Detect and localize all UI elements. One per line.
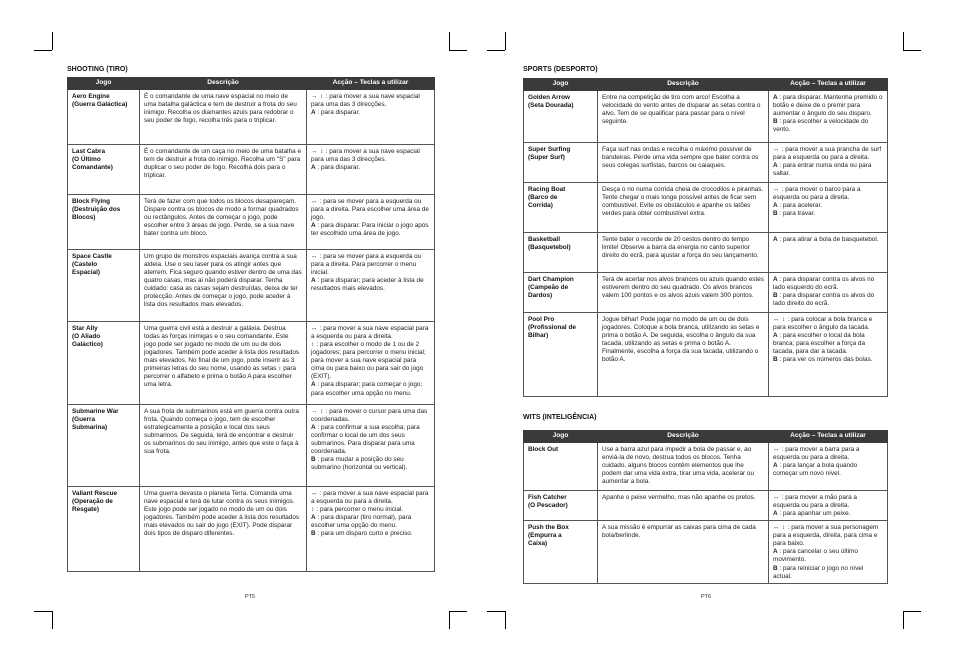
arrow-keys-icon: ↔ bbox=[773, 186, 780, 193]
key-instruction bbox=[311, 164, 430, 172]
game-name-line: (Profissional de bbox=[528, 324, 576, 332]
key-instruction bbox=[773, 565, 883, 581]
arrow-keys-icon: ↔ ↕ bbox=[773, 524, 786, 532]
game-keys-cell bbox=[307, 322, 435, 405]
key-instruction bbox=[773, 510, 883, 518]
button-key-label: A bbox=[773, 202, 778, 210]
crop-mark bbox=[505, 611, 506, 629]
key-instruction bbox=[311, 341, 430, 381]
button-key-label: A bbox=[311, 277, 316, 285]
crop-mark bbox=[449, 611, 467, 612]
key-action-text: : para percorrer o menu inicial. bbox=[316, 506, 404, 514]
game-keys-cell bbox=[769, 183, 888, 233]
button-key-label: A bbox=[773, 236, 778, 243]
key-instruction bbox=[773, 276, 883, 292]
key-instruction bbox=[311, 530, 430, 538]
game-name-line: Racing Boat bbox=[528, 186, 566, 193]
key-instruction bbox=[773, 118, 883, 134]
arrow-keys-icon: → ↕ bbox=[311, 93, 324, 100]
game-name-line: Comandante) bbox=[72, 164, 113, 172]
key-instruction bbox=[773, 332, 883, 356]
game-name-line: Super Surfing bbox=[528, 146, 571, 153]
game-name-line: Star Ally bbox=[72, 325, 98, 332]
table-row bbox=[524, 183, 888, 233]
game-keys-cell bbox=[769, 143, 888, 183]
key-action-text: : para disparar (tiro normal), para escolher uma opção do menu. bbox=[311, 514, 412, 530]
key-instruction bbox=[773, 202, 883, 210]
button-key-label: A bbox=[311, 164, 316, 172]
game-description-cell bbox=[140, 195, 307, 250]
table-row bbox=[524, 91, 888, 143]
button-key-label: A bbox=[773, 548, 778, 556]
button-key-label: A bbox=[773, 276, 778, 283]
game-keys-cell bbox=[769, 273, 888, 313]
key-action-text: : para mover o barco para a esquerda ou para a direita. bbox=[773, 186, 861, 202]
key-instruction bbox=[311, 93, 430, 109]
table-row bbox=[68, 487, 435, 572]
button-key-label: B bbox=[773, 118, 778, 126]
key-instruction bbox=[311, 490, 430, 506]
game-description: É o comandante de uma nave espacial no meio de uma batalha galáctica e tem de destruir a frota do seu inimigo. Recolha os diamantes azuis para redobrar o seu poder de fogo, recolha três para o triplicar. bbox=[144, 93, 297, 125]
arrow-keys-icon: ↔ bbox=[773, 494, 780, 501]
key-action-text: : para um disparo curto e preciso. bbox=[317, 530, 413, 538]
game-keys-cell bbox=[769, 521, 888, 583]
game-description-cell bbox=[598, 143, 769, 183]
game-name-cell bbox=[524, 521, 598, 583]
game-name-cell bbox=[68, 145, 140, 195]
crop-mark bbox=[449, 611, 450, 629]
key-action-text: : para apanhar um peixe. bbox=[779, 510, 851, 518]
key-instruction bbox=[311, 325, 430, 341]
key-action-text: : para mover a sua nave espacial para a esquerda ou para a direita. bbox=[311, 490, 429, 506]
crop-mark bbox=[903, 32, 904, 50]
game-description-cell bbox=[140, 405, 307, 487]
key-action-text: : para mudar a posição do seu submarino (horizontal ou vertical). bbox=[311, 456, 408, 472]
key-action-text: : para escolher a velocidade do vento. bbox=[773, 118, 869, 134]
column-header-keys: Acção – Teclas a utilizar bbox=[769, 79, 888, 91]
game-name-line: Block Flying bbox=[72, 198, 110, 205]
table-row bbox=[68, 250, 435, 322]
key-action-text: : para disparar. bbox=[317, 109, 361, 117]
page-number: PT6 bbox=[701, 594, 712, 600]
game-name-line: Aero Engine bbox=[72, 93, 110, 100]
game-description-cell bbox=[598, 521, 769, 583]
game-name-line: (Super Surf) bbox=[528, 154, 565, 162]
game-name-line: (Guerra Galáctica) bbox=[72, 101, 128, 109]
crop-mark bbox=[449, 50, 467, 51]
game-name-line: Corrida) bbox=[528, 202, 553, 210]
game-description: Terá de acertar nos alvos brancos ou azuis quando estes estiverem dentro do seu quadrado. Os alvos brancos valem 100 pontos e os alvos azuis valem 300 pontos. bbox=[602, 276, 764, 300]
game-name-cell bbox=[524, 273, 598, 313]
game-name-cell bbox=[68, 195, 140, 250]
game-name-line: Basketball bbox=[528, 236, 560, 243]
game-name-line: Pool Pro bbox=[528, 316, 555, 323]
key-instruction bbox=[773, 236, 883, 244]
game-keys-cell bbox=[307, 195, 435, 250]
game-description: Jogue bilhar! Pode jogar no modo de um ou de dois jogadores. Coloque a bola branca, utilizando as setas e prima o botão A. De seguida, escolha o ângulo da sua tacada, utilizando as setas e prima o botão A. Finalmente, escolha a força da sua tacada, utilizando o botão A. bbox=[602, 316, 760, 364]
button-key-label: A bbox=[773, 510, 778, 518]
game-name-line: Resgate) bbox=[72, 506, 99, 514]
key-action-text: : para mover a sua nave espacial para uma das 3 direcções. bbox=[311, 93, 420, 109]
key-action-text: : para ver os números das bolas. bbox=[779, 356, 873, 364]
crop-mark bbox=[487, 611, 505, 612]
key-instruction bbox=[773, 146, 883, 162]
game-description-cell bbox=[598, 491, 769, 521]
game-name-line: Galáctico) bbox=[72, 341, 103, 349]
game-description: É o comandante de um caça no meio de uma batalha e tem de destruir a frota do inimigo. Recolha um "S" para duplicar o seu poder de fogo. Recolha dois para o triplicar. bbox=[144, 148, 302, 180]
game-name-cell bbox=[68, 487, 140, 572]
key-instruction bbox=[311, 109, 430, 117]
button-key-label: B bbox=[311, 530, 316, 538]
game-name-cell bbox=[524, 313, 598, 397]
key-instruction bbox=[311, 222, 430, 238]
game-name-cell bbox=[524, 443, 598, 491]
game-keys-cell bbox=[307, 90, 435, 145]
arrow-keys-icon: ↕ bbox=[311, 341, 315, 349]
game-name-line: Espacial) bbox=[72, 269, 101, 277]
section-title-shooting: SHOOTING (TIRO) bbox=[67, 66, 128, 73]
key-action-text: : para mover a sua personagem para a esquerda, direita, para cima e para baixo. bbox=[773, 524, 879, 548]
game-keys-cell bbox=[307, 250, 435, 322]
arrow-keys-icon: ↔ bbox=[311, 198, 318, 205]
key-instruction bbox=[311, 198, 430, 222]
game-description-cell bbox=[598, 443, 769, 491]
key-action-text: : para escolher o local da bola branca; para escolher a força da tacada, para dar a tacada. bbox=[773, 332, 866, 356]
game-keys-cell bbox=[769, 313, 888, 397]
table-row bbox=[524, 233, 888, 273]
table-row bbox=[68, 145, 435, 195]
column-header-description: Descrição bbox=[140, 78, 307, 90]
key-action-text: : para atirar a bola de basquetebol. bbox=[779, 236, 879, 243]
sports-games-body bbox=[524, 91, 888, 397]
key-action-text: : para escolher o modo de 1 ou de 2 jogadores; para percorrer o menu inicial; para mover a sua nave espacial para cima ou para baixo ou para sair do jogo (EXIT). bbox=[311, 341, 426, 381]
game-name-line: (O Aliado bbox=[72, 333, 101, 341]
game-description-cell bbox=[598, 91, 769, 143]
crop-mark bbox=[487, 50, 505, 51]
game-description: Use a barra azul para impedir a bola de passar e, ao enviá-la de novo, destrua todos os blocos. Tenha cuidado, alguns blocos contêm elementos que lhe podem dar uma vida extra, tirar uma vida, acelerar ou aumentar a bola. bbox=[602, 446, 755, 486]
game-name-line: (Castelo bbox=[72, 261, 98, 269]
table-row bbox=[68, 405, 435, 487]
key-instruction bbox=[773, 292, 883, 308]
button-key-label: B bbox=[773, 292, 778, 300]
table-row bbox=[524, 521, 888, 583]
crop-mark bbox=[34, 611, 52, 612]
game-description-cell bbox=[598, 233, 769, 273]
game-name-line: Golden Arrow bbox=[528, 94, 571, 101]
key-action-text: : para disparar. Mantenha premido o botão e deixe de o premir para aumentar o ângulo do seu disparo. bbox=[773, 94, 883, 118]
crop-mark bbox=[52, 32, 53, 50]
game-description: Desça o rio numa corrida cheia de crocodilos e piranhas. Tente chegar o mais longe possível antes de ficar sem combustível. Evite os obstáculos e apanhe os latões verdes para obter combustível extra. bbox=[602, 186, 764, 218]
sports-games-table bbox=[523, 78, 888, 397]
game-name-cell bbox=[524, 233, 598, 273]
arrow-keys-icon: ↔ bbox=[773, 446, 780, 453]
key-action-text: : para cancelar o seu último movimento. bbox=[773, 548, 858, 564]
game-description: Um grupo de monstros espaciais avança contra a sua aldeia. Use o seu laser para os atingir antes que aterrem. Fica seguro quando estiver dentro de uma das quatro casas, mas ai não poderá disparar. Tenha cuidado: casa as casas sejam destruídas, deixa de ter protecção. Antes de começar o jogo, pode aceder à lista dos resultados mais elevados. bbox=[144, 253, 302, 309]
key-instruction bbox=[311, 277, 430, 293]
key-instruction bbox=[311, 408, 430, 424]
key-action-text: : para mover a sua nave espacial para uma das 3 direcções. bbox=[311, 148, 420, 164]
game-description: Terá de fazer com que todos os blocos desapareçam. Dispare contra os blocos de modo a formar quadrados ou rectângulos. Antes de começar o jogo, pode escolher entre 3 áreas de jogo. Perde, se a sua nave bater contra um bloco. bbox=[144, 198, 299, 238]
key-action-text: : para disparar. Para iniciar o jogo após ter escolhido uma área de jogo. bbox=[311, 222, 429, 238]
game-description-cell bbox=[140, 145, 307, 195]
game-keys-cell bbox=[307, 145, 435, 195]
button-key-label: A bbox=[311, 222, 316, 230]
game-name-line: Blocos) bbox=[72, 214, 96, 222]
arrow-keys-icon: ↔ bbox=[311, 490, 318, 497]
game-keys-cell bbox=[769, 233, 888, 273]
key-action-text: : para colocar a bola branca e para escolher o ângulo da tacada. bbox=[773, 316, 873, 332]
game-keys-cell bbox=[769, 491, 888, 521]
button-key-label: A bbox=[773, 462, 778, 470]
section-title-wits: WITS (INTELIGÊNCIA) bbox=[523, 414, 597, 421]
key-instruction bbox=[773, 94, 883, 118]
key-instruction bbox=[311, 514, 430, 530]
game-name-cell bbox=[68, 250, 140, 322]
column-header-game: Jogo bbox=[68, 78, 140, 90]
game-description: Faça surf nas ondas e recolha o máximo possível de bandeiras. Perde uma vida sempre que bater contra os seus colegas surfistas, barcos ou caiaques. bbox=[602, 146, 759, 170]
key-action-text: : para mover a sua prancha de surf para a esquerda ou para a direita. bbox=[773, 146, 882, 162]
game-keys-cell bbox=[307, 405, 435, 487]
button-key-label: B bbox=[311, 456, 316, 464]
game-name-line: (Operação de bbox=[72, 498, 113, 506]
button-key-label: A bbox=[311, 514, 316, 522]
game-name-cell bbox=[68, 90, 140, 145]
game-name-line: (Guerra bbox=[72, 416, 96, 424]
arrow-keys-icon: ↔ bbox=[311, 325, 318, 332]
table-row bbox=[524, 491, 888, 521]
game-name-line: Push the Box bbox=[528, 524, 569, 532]
key-instruction bbox=[773, 462, 883, 478]
game-description: Uma guerra civil está a destruir a galáxia. Destrua todas as forças inimigas e o seu comandante. Este jogo pode ser jogado no modo de um ou de dois jogadores. Também pode aceder à lista dos resultados mais elevados. No final de um jogo, pode inserir as 3 primeiras letras do seu nome, usando as setas ↕ para percorrer o alfabeto e prima o botão A para escolher uma letra. bbox=[144, 325, 300, 389]
button-key-label: A bbox=[311, 424, 316, 432]
game-description: A sua frota de submarinos está em guerra contra outra frota. Quando começa o jogo, tem de escolher estrategicamente a posição e local dos seus submarinos. De seguida, terá de encontrar e destruir os submarinos do seu inimigo, antes que este o faça à sua frota. bbox=[144, 408, 299, 456]
key-instruction bbox=[311, 148, 430, 164]
key-action-text: : para acelerar. bbox=[779, 202, 823, 210]
column-header-keys: Acção – Teclas a utilizar bbox=[769, 431, 888, 443]
game-description-cell bbox=[140, 250, 307, 322]
key-instruction bbox=[311, 381, 430, 397]
table-row bbox=[524, 443, 888, 491]
key-action-text: : para se mover para a esquerda ou para a direita. Para percorrer o menu inicial. bbox=[311, 253, 422, 277]
game-description-cell bbox=[598, 183, 769, 233]
table-row bbox=[68, 90, 435, 145]
key-instruction bbox=[773, 524, 883, 548]
key-action-text: : para confirmar a sua escolha; para confirmar o local de um dos seus submarinos. Para disparar para uma coordenada. bbox=[311, 424, 420, 456]
game-name-line: Last Cabra bbox=[72, 148, 106, 155]
crop-mark bbox=[903, 611, 904, 629]
button-key-label: B bbox=[773, 356, 778, 364]
game-name-line: Dart Champion bbox=[528, 276, 574, 283]
crop-mark bbox=[449, 32, 450, 50]
game-description: A sua missão é empurrar as caixas para cima de cada bola/berlinde. bbox=[602, 524, 756, 540]
key-instruction bbox=[311, 253, 430, 277]
button-key-label: B bbox=[773, 564, 778, 572]
arrow-keys-icon: ↔ bbox=[311, 253, 318, 260]
key-action-text: : para disparar; para começar o jogo; para escolher uma opção no menu. bbox=[311, 381, 423, 397]
column-header-keys: Acção – Teclas a utilizar bbox=[307, 78, 435, 90]
column-header-game: Jogo bbox=[524, 79, 598, 91]
game-name-cell bbox=[68, 405, 140, 487]
key-instruction bbox=[773, 210, 883, 218]
wits-games-table bbox=[523, 430, 888, 584]
column-header-description: Descrição bbox=[598, 431, 769, 443]
key-instruction bbox=[773, 316, 883, 332]
arrow-keys-icon: ↔ ↕ bbox=[773, 316, 786, 323]
game-description: Entre na competição de tiro com arco! Escolha a velocidade do vento antes de disparar as setas contra o alvo. Tem de se qualificar para passar para o nível seguinte. bbox=[602, 94, 761, 126]
crop-mark bbox=[34, 50, 52, 51]
button-key-label: A bbox=[311, 109, 316, 117]
key-action-text: : para disparar contra os alvos do lado direito do ecrã. bbox=[773, 292, 875, 308]
button-key-label: A bbox=[773, 332, 778, 340]
key-action-text: : para disparar; para aceder à lista de resultados mais elevados. bbox=[311, 277, 424, 293]
game-keys-cell bbox=[307, 487, 435, 572]
key-action-text: : para disparar contra os alvos no lado esquerdo do ecrã. bbox=[773, 276, 875, 292]
key-action-text: : para mover a barra para a esquerda ou para a direita. bbox=[773, 446, 860, 462]
game-name-line: Valiant Rescue bbox=[72, 490, 118, 497]
section-title-sports: SPORTS (DESPORTO) bbox=[523, 66, 598, 73]
button-key-label: A bbox=[773, 162, 778, 170]
game-name-line: Bilhar) bbox=[528, 332, 549, 340]
key-instruction bbox=[311, 424, 430, 456]
column-header-description: Descrição bbox=[598, 79, 769, 91]
crop-mark bbox=[505, 32, 506, 50]
table-row bbox=[524, 273, 888, 313]
game-keys-cell bbox=[769, 443, 888, 491]
key-action-text: : para se mover para a esquerda ou para a direita. Para escolher uma área de jogo. bbox=[311, 198, 429, 222]
game-name-line: (Campeão de bbox=[528, 284, 569, 292]
game-name-cell bbox=[524, 91, 598, 143]
button-key-label: A bbox=[311, 381, 316, 389]
key-instruction bbox=[773, 162, 883, 178]
game-name-line: (O Pescador) bbox=[528, 502, 568, 510]
game-name-cell bbox=[524, 143, 598, 183]
key-instruction bbox=[773, 494, 883, 510]
game-description-cell bbox=[140, 487, 307, 572]
game-keys-cell bbox=[769, 91, 888, 143]
arrow-keys-icon: → ↕ bbox=[311, 148, 324, 155]
game-name-line: Caixa) bbox=[528, 540, 548, 548]
game-name-line: (O Último bbox=[72, 156, 101, 164]
key-action-text: : para mover o cursor para uma das coordenadas. bbox=[311, 408, 428, 424]
crop-mark bbox=[52, 611, 53, 629]
table-row bbox=[68, 195, 435, 250]
key-action-text: : para lançar a bola quando começar um novo nível. bbox=[773, 462, 858, 478]
game-name-cell bbox=[68, 322, 140, 405]
page-number: PT5 bbox=[245, 594, 256, 600]
game-name-line: (Seta Dourada) bbox=[528, 102, 574, 110]
column-header-game: Jogo bbox=[524, 431, 598, 443]
game-name-line: (Destruição dos bbox=[72, 206, 121, 214]
game-description-cell bbox=[140, 90, 307, 145]
button-key-label: B bbox=[773, 210, 778, 218]
game-description-cell bbox=[598, 273, 769, 313]
key-action-text: : para reiniciar o jogo no nível actual. bbox=[773, 564, 864, 580]
key-action-text: : para mover a mão para a esquerda ou para a direita. bbox=[773, 494, 857, 510]
game-name-line: Block Out bbox=[528, 446, 559, 453]
game-description: Uma guerra devasta o planeta Terra. Comanda uma nave espacial e terá de lutar contra os seus inimigos. Este jogo pode ser jogado no modo de um ou dois jogadores. Também pode aceder à lista dos resultados mais elevados ou sair do jogo (EXIT). Pode disparar dois tipos de disparo diferentes. bbox=[144, 490, 300, 538]
key-instruction bbox=[773, 186, 883, 202]
arrow-keys-icon: → ↕ bbox=[311, 408, 324, 415]
key-instruction bbox=[773, 356, 883, 364]
key-instruction bbox=[311, 456, 430, 472]
arrow-keys-icon: ↕ bbox=[311, 506, 315, 514]
arrow-keys-icon: ↔ bbox=[773, 146, 780, 153]
game-description-cell bbox=[598, 313, 769, 397]
game-description: Tente bater o recorde de 20 cestos dentro do tempo limite! Observe a barra da energia no canto superior direito do ecrã, para ajustar a força do seu lançamento. bbox=[602, 236, 759, 260]
crop-mark bbox=[903, 50, 921, 51]
shooting-games-table bbox=[67, 77, 435, 572]
game-description-cell bbox=[140, 322, 307, 405]
table-row bbox=[524, 313, 888, 397]
table-row bbox=[524, 143, 888, 183]
key-action-text: : para disparar. bbox=[317, 164, 361, 172]
game-name-line: Dardos) bbox=[528, 292, 553, 300]
game-description: Apanhe o peixe vermelho, mas não apanhe os pretos. bbox=[602, 494, 756, 501]
shooting-games-body bbox=[68, 90, 435, 572]
table-row bbox=[68, 322, 435, 405]
key-action-text: : para entrar numa onda ou para saltar. bbox=[773, 162, 872, 178]
wits-games-body bbox=[524, 443, 888, 584]
game-name-line: Submarina) bbox=[72, 424, 108, 432]
button-key-label: A bbox=[773, 94, 778, 101]
game-name-cell bbox=[524, 183, 598, 233]
game-name-line: (Empurra a bbox=[528, 532, 562, 540]
game-name-line: Fish Catcher bbox=[528, 494, 567, 501]
key-instruction bbox=[311, 506, 430, 514]
key-instruction bbox=[773, 548, 883, 564]
game-name-cell bbox=[524, 491, 598, 521]
crop-mark bbox=[903, 611, 921, 612]
key-action-text: : para mover a sua nave espacial para a esquerda ou para a direita. bbox=[311, 325, 429, 341]
game-name-line: Submarine War bbox=[72, 408, 119, 415]
game-name-line: Space Castle bbox=[72, 253, 112, 260]
key-instruction bbox=[773, 446, 883, 462]
key-action-text: : para travar. bbox=[779, 210, 816, 218]
game-name-line: (Barco de bbox=[528, 194, 558, 202]
game-name-line: (Basquetebol) bbox=[528, 244, 571, 252]
